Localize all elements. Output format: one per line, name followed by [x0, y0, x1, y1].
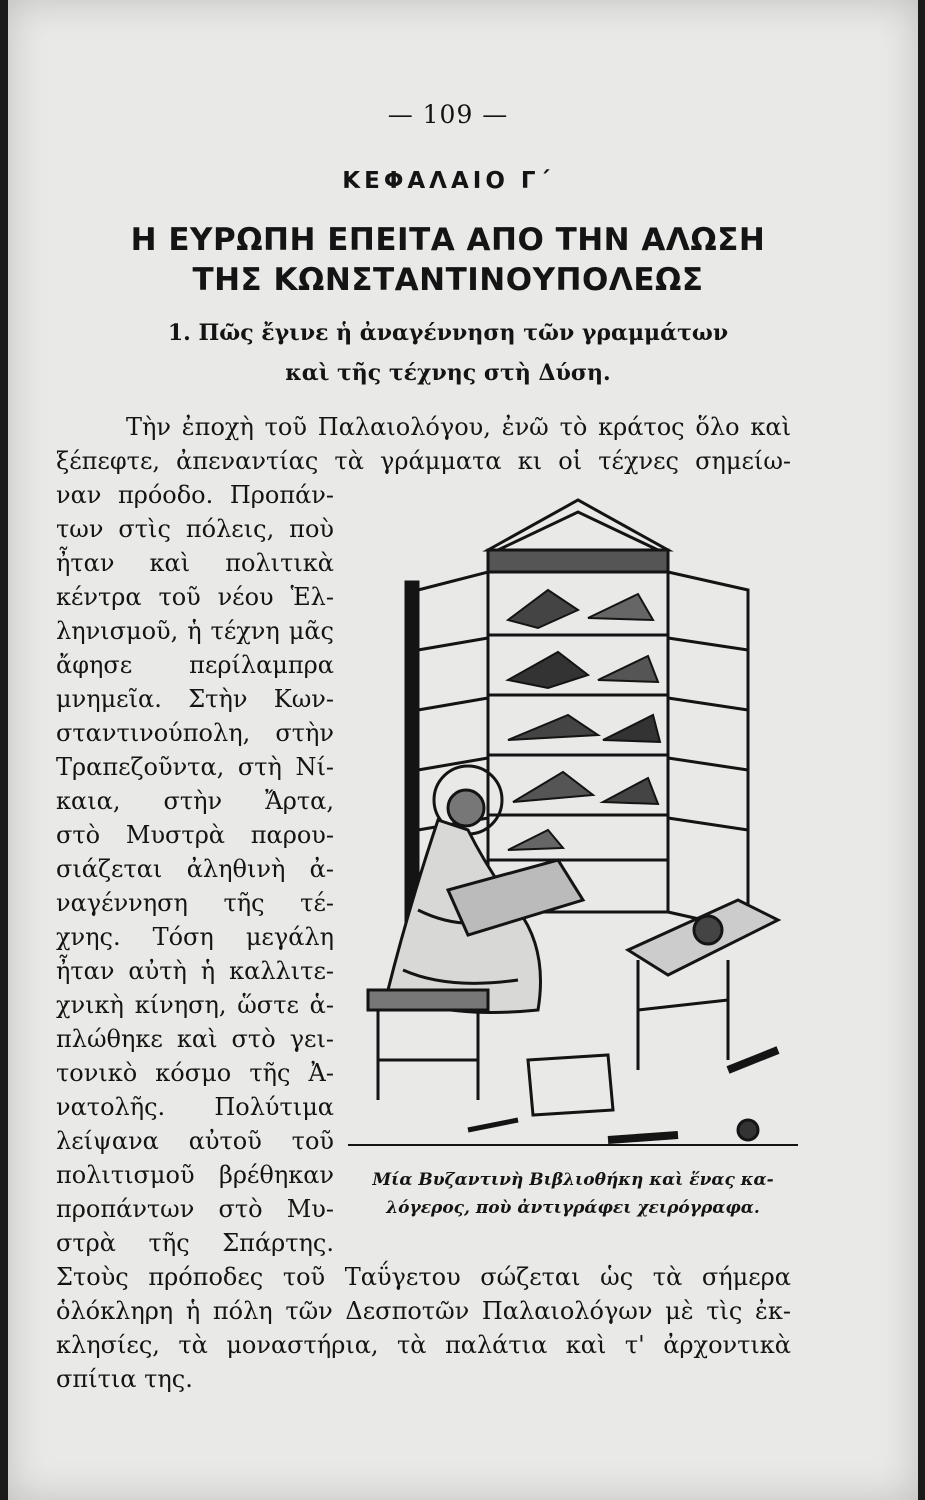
body-line: Τραπεζοῦντα, στὴ Νί-: [56, 753, 334, 781]
body-line: νατολῆς. Πολύτιμα: [56, 1093, 334, 1121]
body-line: στὸ Μυστρὰ παρου-: [56, 821, 334, 849]
body-line: κλησίες, τὰ μοναστήρια, τὰ παλάτια καὶ τ' ἀρχοντικὰ: [56, 1331, 791, 1359]
body-line: ναγέννηση τῆς τέ-: [56, 889, 334, 917]
figure-caption-line-2: λόγερος, ποὺ ἀντιγράφει χειρόγραφα.: [386, 1198, 760, 1218]
body-line: καια, στὴν Ἄρτα,: [56, 787, 334, 815]
body-line: χνικὴ κίνηση, ὥστε ἁ-: [56, 991, 334, 1019]
page-number: — 109 —: [387, 100, 509, 129]
body-line: λείψανα αὐτοῦ τοῦ: [56, 1127, 334, 1155]
figure-caption-line-1: Μία Βυζαντινὴ Βιβλιοθήκη καὶ ἕνας κα-: [372, 1170, 774, 1190]
body-line: στρὰ τῆς Σπάρτης.: [56, 1229, 334, 1257]
body-line: πολιτισμοῦ βρέθηκαν: [56, 1161, 334, 1189]
section-heading-line-1: 1. Πῶς ἔγινε ἡ ἀναγέννηση τῶν γραμμάτων: [167, 320, 729, 346]
body-line: ναν πρόοδο. Προπάν-: [56, 481, 334, 509]
section-heading-line-2: καὶ τῆς τέχνης στὴ Δύση.: [285, 360, 611, 386]
chapter-label: ΚΕΦΑΛΑΙΟ Γ΄: [342, 168, 554, 194]
body-line: ληνισμοῦ, ἡ τέχνη μᾶς: [56, 617, 334, 645]
chapter-title-line-1: Η ΕΥΡΩΠΗ ΕΠΕΙΤΑ ΑΠΟ ΤΗΝ ΑΛΩΣΗ: [130, 222, 766, 258]
body-line: ἦταν αὐτὴ ἡ καλλιτε-: [56, 957, 334, 985]
body-line: των στὶς πόλεις, ποὺ: [56, 515, 334, 543]
body-line: ἦταν καὶ πολιτικὰ: [56, 549, 334, 577]
body-line: ἄφησε περίλαμπρα: [56, 651, 334, 679]
library-illustration: [348, 490, 798, 1160]
body-line: ξέπεφτε, ἀπεναντίας τὰ γράμματα κι οἱ τέχνες σημείω-: [56, 447, 791, 475]
body-line: σιάζεται ἀληθινὴ ἀ-: [56, 855, 334, 883]
body-line: σταντινούπολη, στὴν: [56, 719, 334, 747]
body-line: χνης. Τόση μεγάλη: [56, 923, 334, 951]
body-line: Στοὺς πρόποδες τοῦ Ταΰγετου σώζεται ὡς τὰ σήμερα: [56, 1263, 791, 1291]
body-line: κέντρα τοῦ νέου Ἑλ-: [56, 583, 334, 611]
body-line: ὁλόκληρη ἡ πόλη τῶν Δεσποτῶν Παλαιολόγων μὲ τὶς ἐκ-: [56, 1297, 791, 1325]
body-line: τονικὸ κόσμο τῆς Ἀ-: [56, 1059, 334, 1087]
body-line: μνημεῖα. Στὴν Κων-: [56, 685, 334, 713]
body-line: Τὴν ἐποχὴ τοῦ Παλαιολόγου, ἐνῶ τὸ κράτος ὅλο καὶ: [126, 413, 791, 441]
body-line: σπίτια της.: [56, 1365, 193, 1393]
body-line: προπάντων στὸ Μυ-: [56, 1195, 334, 1223]
chapter-title-line-2: ΤΗΣ ΚΩΝΣΤΑΝΤΙΝΟΥΠΟΛΕΩΣ: [192, 262, 704, 298]
body-line: πλώθηκε καὶ στὸ γει-: [56, 1025, 334, 1053]
book-page: [8, 0, 918, 1500]
